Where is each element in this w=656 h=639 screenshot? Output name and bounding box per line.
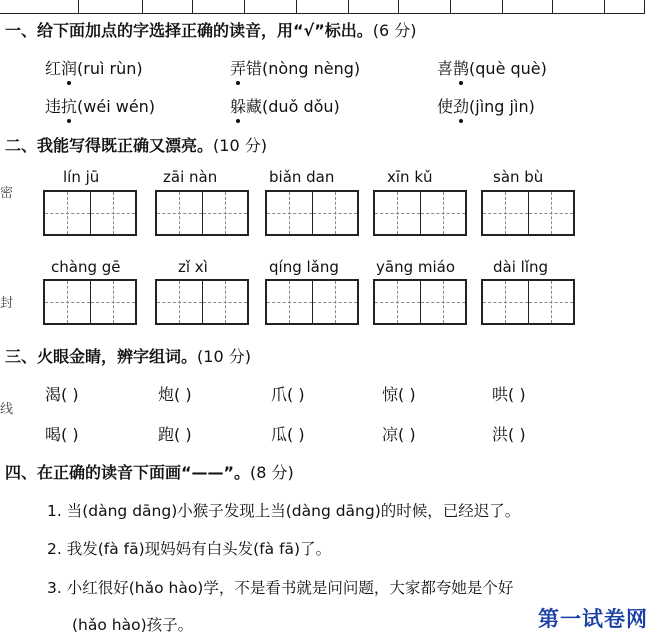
s1-item-3: 喜鹊 (què què) xyxy=(437,56,547,79)
emphasis-dot xyxy=(459,119,463,123)
pinyin-label: qíng lǎng xyxy=(269,258,339,276)
s1-options[interactable]: (nòng nèng) xyxy=(262,59,361,78)
s4-sentence-2: 2. 我发(fà fā)现妈妈有白头发(fà fā)了。 xyxy=(47,540,332,558)
s1-item-5: 躲 藏(duǒ dǒu) xyxy=(230,94,340,117)
s4-sentence-3-cont: (hǎo hào)孩子。 xyxy=(72,616,194,634)
emphasis-dot xyxy=(67,81,71,85)
s1-item-4: 违抗 (wéi wén) xyxy=(45,94,155,117)
s4-sentence-1: 1. 当(dàng dāng)小猴子发现上当(dàng dāng)的时候，已经迟了。 xyxy=(47,502,521,520)
pinyin-label: yāng miáo xyxy=(376,258,456,276)
pinyin-label: xīn kǔ xyxy=(387,168,433,186)
tianzige-box[interactable] xyxy=(481,190,575,236)
tianzige-box[interactable] xyxy=(373,190,467,236)
score-table-edge xyxy=(0,0,656,14)
pinyin-label: chàng gē xyxy=(51,258,121,276)
margin-mark-xian: 线 xyxy=(0,402,14,417)
word-blank[interactable]: 渴( ) xyxy=(45,385,79,404)
s4-sentence-3: 3. 小红很好(hǎo hào)学，不是看书就是问问题，大家都夸她是个好 xyxy=(47,579,514,597)
s1-item-1: 红润 (ruì rùn) xyxy=(45,56,143,79)
word-blank[interactable]: 炮( ) xyxy=(158,385,192,404)
s1-options[interactable]: (què què) xyxy=(469,59,547,78)
s1-options[interactable]: (jìng jìn) xyxy=(469,97,535,116)
emphasis-dot xyxy=(67,119,71,123)
tianzige-box[interactable] xyxy=(265,279,359,325)
tianzige-box[interactable] xyxy=(155,190,249,236)
tianzige-box[interactable] xyxy=(481,279,575,325)
section4-title: 四、在正确的读音下面画“——”。(8 分) xyxy=(5,463,294,482)
pinyin-label: dài lǐng xyxy=(493,258,549,276)
pinyin-label: biǎn dan xyxy=(269,168,335,186)
section3-title: 三、火眼金睛，辨字组词。(10 分) xyxy=(5,347,251,366)
s1-options[interactable]: (ruì rùn) xyxy=(77,59,143,78)
margin-mark-feng: 封 xyxy=(0,296,14,311)
pinyin-label: lín jū xyxy=(63,168,100,186)
section2-title: 二、我能写得既正确又漂亮。(10 分) xyxy=(5,136,267,155)
word-blank[interactable]: 爪( ) xyxy=(271,385,305,404)
tianzige-box[interactable] xyxy=(265,190,359,236)
s1-options[interactable]: (wéi wén) xyxy=(77,97,156,116)
tianzige-box[interactable] xyxy=(43,279,137,325)
section1-title: 一、给下面加点的字选择正确的读音，用“√”标出。(6 分) xyxy=(5,21,417,40)
margin-mark-mi: 密 xyxy=(0,186,14,201)
word-blank[interactable]: 惊( ) xyxy=(382,385,416,404)
word-blank[interactable]: 瓜( ) xyxy=(271,425,305,444)
word-blank[interactable]: 跑( ) xyxy=(158,425,192,444)
tianzige-box[interactable] xyxy=(43,190,137,236)
word-blank[interactable]: 喝( ) xyxy=(45,425,79,444)
pinyin-label: zǐ xì xyxy=(178,258,208,276)
word-blank[interactable]: 哄( ) xyxy=(492,385,526,404)
s1-options[interactable]: (duǒ dǒu) xyxy=(262,97,340,116)
pinyin-label: sàn bù xyxy=(493,168,544,186)
word-blank[interactable]: 洪( ) xyxy=(492,425,526,444)
tianzige-box[interactable] xyxy=(155,279,249,325)
emphasis-dot xyxy=(236,81,240,85)
s1-item-2: 弄 错(nòng nèng) xyxy=(230,56,360,79)
emphasis-dot xyxy=(236,119,240,123)
s1-item-6: 使劲 (jìng jìn) xyxy=(437,94,535,117)
word-blank[interactable]: 凉( ) xyxy=(382,425,416,444)
tianzige-box[interactable] xyxy=(373,279,467,325)
emphasis-dot xyxy=(459,81,463,85)
site-watermark: 第一试卷网 xyxy=(538,607,648,631)
pinyin-label: zāi nàn xyxy=(163,168,218,186)
